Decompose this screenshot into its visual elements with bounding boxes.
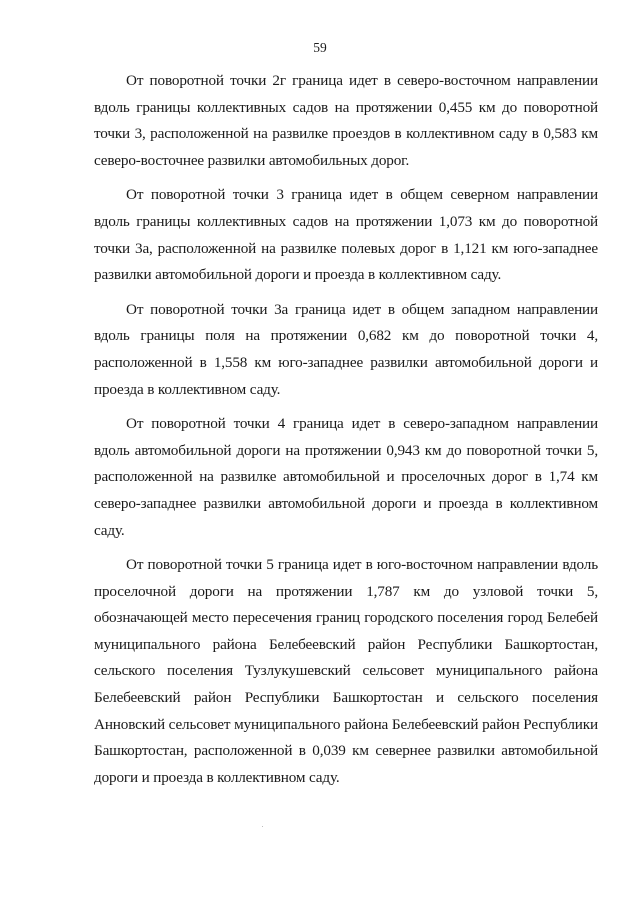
paragraph-3: От поворотной точки 3а граница идет в общем западном направлении вдоль границы поля на протяжении 0,682 км до поворотной точки 4, расположенной в 1,558 км юго-западнее развилки автомобильной дороги и проезда в коллективном саду. [94,300,598,398]
paragraph-2: От поворотной точки 3 граница идет в общем северном направлении вдоль границы коллективных садов на протяжении 1,073 км до поворотной точки 3а, расположенной на развилке полевых дорог в 1,121 км юго-западнее развилки автомобильной дороги и проезда в коллективном саду. [94,186,598,284]
scan-speck [262,826,263,827]
paragraph-5: От поворотной точки 5 граница идет в юго-восточном направлении вдоль проселочной дороги на протяжении 1,787 км до узловой точки 5, обозначающей место пересечения границ городского поселения город Белебей муниципального района Белебеевский район Республики Башкортостан, сельского поселения Тузлукушевский сельсовет муниципального района Белебеевский район Республики Башкортостан и сельского поселения Анновский сельсовет муниципального района Белебеевский район Республики Башкортостан, расположенной в 0,039 км севернее развилки автомобильной дороги и проезда в коллективном саду. [94,556,598,786]
paragraph-4: От поворотной точки 4 граница идет в северо-западном направлении вдоль автомобильной дороги на протяжении 0,943 км до поворотной точки 5, расположенной на развилке автомобильной и проселочных дорог в 1,74 км северо-западнее развилки автомобильной дороги и проезда в коллективном саду. [94,415,598,539]
page-number: 59 [313,40,327,55]
paragraph-1: От поворотной точки 2г граница идет в северо-восточном направлении вдоль границы коллективных садов на протяжении 0,455 км до поворотной точки 3, расположенной на развилке проездов в коллективном саду в 0,583 км северо-восточнее развилки автомобильных дорог. [94,72,598,169]
document-body [94,68,598,799]
